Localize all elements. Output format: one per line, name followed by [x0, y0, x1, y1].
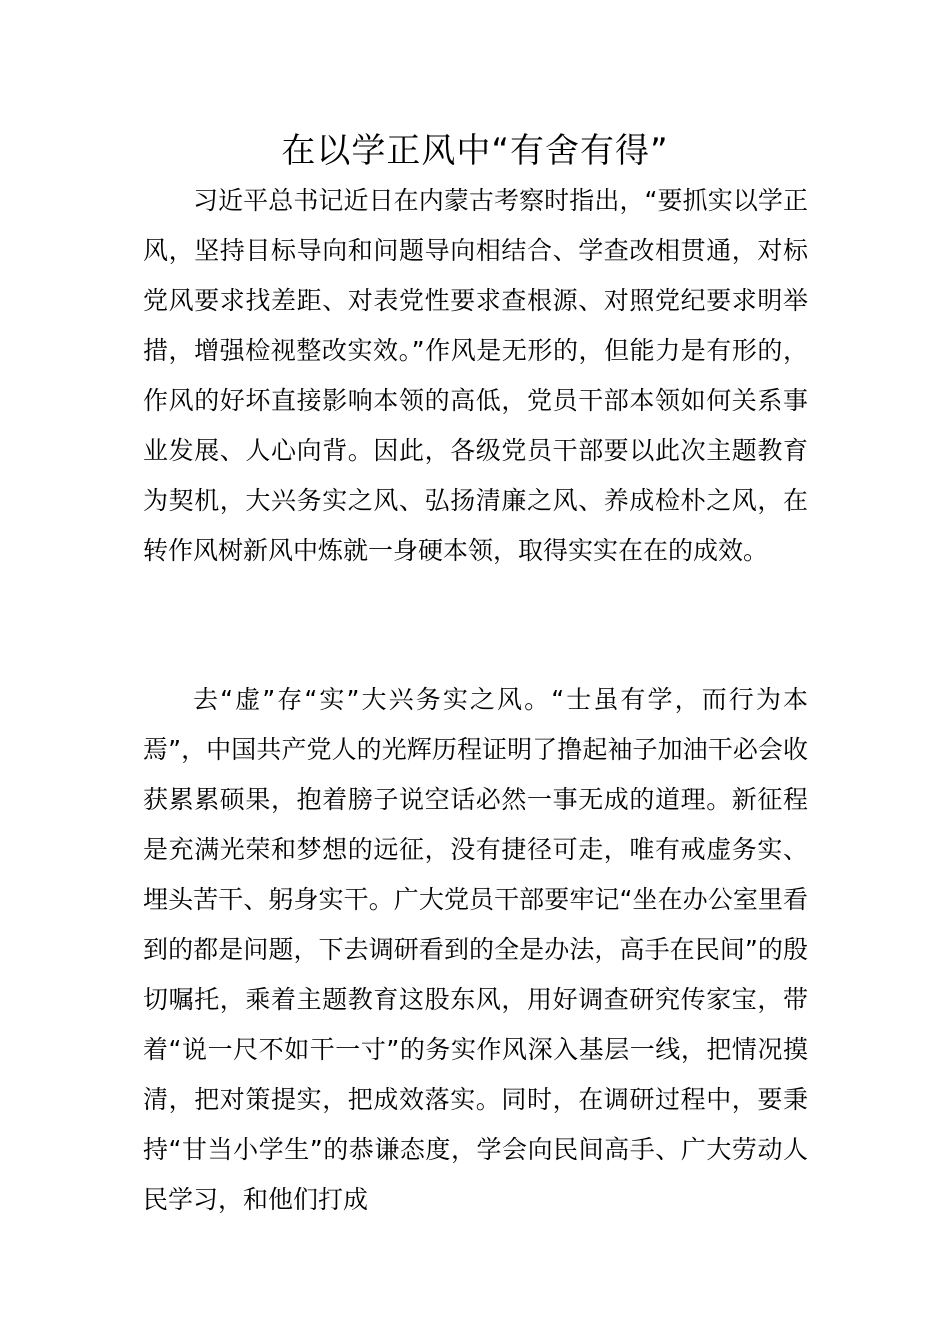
paragraph-1: 习近平总书记近日在内蒙古考察时指出，“要抓实以学正风，坚持目标导向和问题导向相结合、学查改相贯通，对标党风要求找差距、对表党性要求查根源、对照党纪要求明举措，增强检视整改实效。”作风是无形的，但能力是有形的，作风的好坏直接影响本领的高低，党员干部本领如何关系事业发展、人心向背。因此，各级党员干部要以此次主题教育为契机，大兴务实之风、弘扬清廉之风、养成检朴之风，在转作风树新风中炼就一身硬本领，取得实实在在的成效。	[143, 186, 808, 565]
paragraph-1-block	[143, 176, 808, 576]
paragraph-2: 去“虚”存“实”大兴务实之风。“士虽有学，而行为本焉”，中国共产党人的光辉历程证明了撸起袖子加油干必会收获累累硕果，抱着膀子说空话必然一事无成的道理。新征程是充满光荣和梦想的远征，没有捷径可走，唯有戒虚务实、埋头苦干、躬身实干。广大党员干部要牢记“坐在办公室里看到的都是问题，下去调研看到的全是办法，高手在民间”的殷切嘱托，乘着主题教育这股东风，用好调查研究传家宝，带着“说一尺不如干一寸”的务实作风深入基层一线，把情况摸清，把对策提实，把成效落实。同时，在调研过程中，要秉持“甘当小学生”的恭谦态度，学会向民间高手、广大劳动人民学习，和他们打成	[143, 685, 808, 1214]
document-title: 在以学正风中“有舍有得”	[281, 131, 669, 171]
paragraph-2-block	[143, 675, 808, 1225]
